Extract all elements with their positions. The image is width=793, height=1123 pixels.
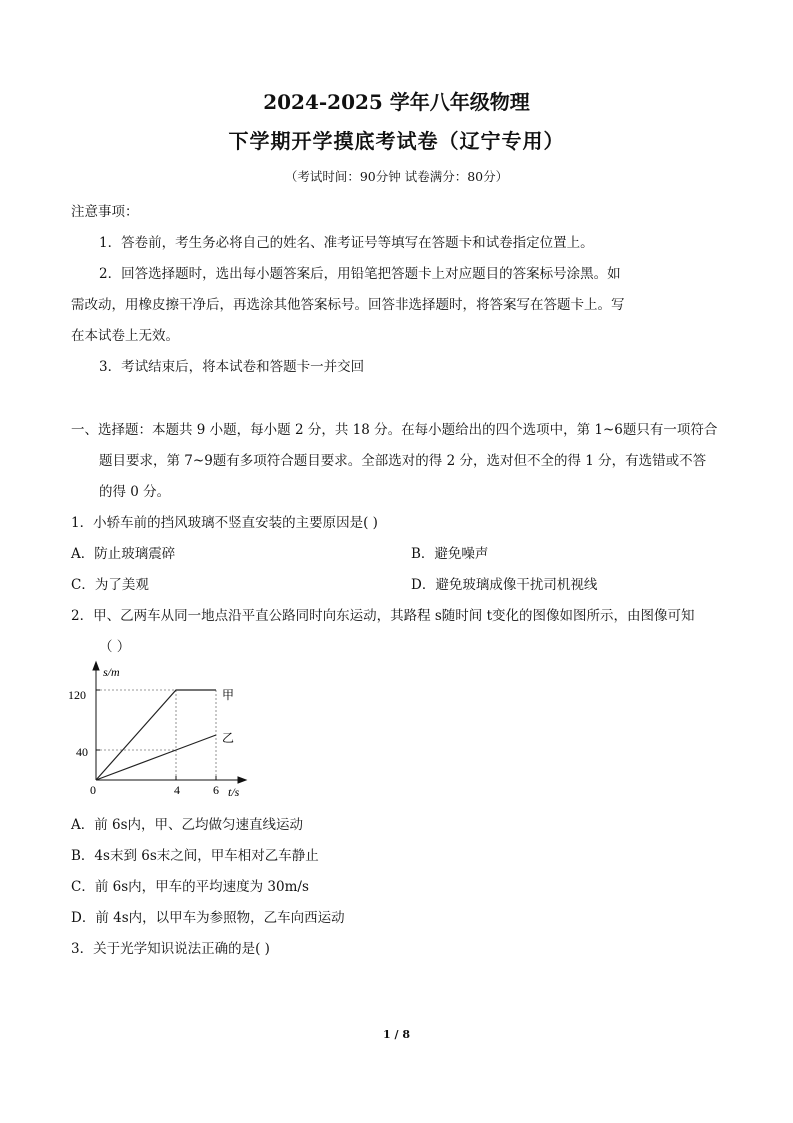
q1-option-d: D．避免玻璃成像干扰司机视线 bbox=[411, 577, 598, 593]
origin-label: 0 bbox=[90, 783, 96, 797]
series-label-yi: 乙 bbox=[222, 731, 235, 745]
exam-info: （考试时间：90分钟 试卷满分：80分） bbox=[284, 169, 509, 184]
q3-stem: 3．关于光学知识说法正确的是( ) bbox=[71, 941, 270, 957]
q2-option-d: D．前 4s内，以甲车为参照物，乙车向西运动 bbox=[71, 910, 345, 926]
section1-heading-line2: 题目要求，第 7~9题有多项符合题目要求。全部选对的得 2 分，选对但不全的得 1 分，有选错或不答 bbox=[99, 453, 707, 469]
q1-stem: 1．小轿车前的挡风玻璃不竖直安装的主要原因是( ) bbox=[71, 515, 378, 531]
series-line-jia bbox=[96, 690, 216, 780]
page-number: 1 / 8 bbox=[383, 1028, 410, 1041]
section1-heading-line3: 的得 0 分。 bbox=[99, 484, 171, 500]
x-axis-arrow-icon bbox=[238, 777, 246, 783]
q1-option-c: C．为了美观 bbox=[71, 577, 149, 593]
exam-title-line1: 2024-2025 学年八年级物理 bbox=[263, 90, 530, 114]
q2-option-c: C．前 6s内，甲车的平均速度为 30m/s bbox=[71, 879, 309, 895]
x-tick-label-4: 4 bbox=[174, 783, 180, 797]
q2-stem-line1: 2．甲、乙两车从同一地点沿平直公路同时向东运动，其路程 s随时间 t变化的图像如图所示，由图像可知 bbox=[71, 608, 695, 624]
notice-item-2-line1: 2．回答选择题时，选出每小题答案后，用铅笔把答题卡上对应题目的答案标号涂黑。如 bbox=[99, 266, 621, 282]
y-axis-arrow-icon bbox=[93, 662, 99, 670]
notice-item-2-line3: 在本试卷上无效。 bbox=[71, 328, 179, 344]
q2-option-a: A．前 6s内，甲、乙均做匀速直线运动 bbox=[71, 817, 304, 833]
q2-option-b: B．4s末到 6s末之间，甲车相对乙车静止 bbox=[71, 848, 319, 864]
q2-stem-line2: （ ） bbox=[99, 639, 131, 655]
x-tick-label-6: 6 bbox=[213, 783, 219, 797]
notice-item-3: 3．考试结束后，将本试卷和答题卡一并交回 bbox=[99, 359, 365, 375]
y-axis-label: s/m bbox=[103, 665, 120, 679]
x-axis-label: t/s bbox=[228, 785, 240, 799]
q1-option-b: B．避免噪声 bbox=[411, 546, 489, 562]
exam-title-line2: 下学期开学摸底考试卷（辽宁专用） bbox=[228, 129, 565, 153]
series-line-yi bbox=[96, 735, 216, 780]
series-label-jia: 甲 bbox=[222, 688, 235, 702]
q1-option-a: A．防止玻璃震碎 bbox=[71, 546, 176, 562]
section1-heading-line1: 一、选择题：本题共 9 小题，每小题 2 分，共 18 分。在每小题给出的四个选项中，第 1~6题只有一项符合 bbox=[71, 422, 718, 438]
y-tick-label-120: 120 bbox=[68, 688, 86, 702]
q2-st-graph bbox=[60, 658, 260, 800]
notice-item-2-line2: 需改动，用橡皮擦干净后，再选涂其他答案标号。回答非选择题时，将答案写在答题卡上。写 bbox=[71, 297, 625, 313]
y-tick-label-40: 40 bbox=[76, 745, 88, 759]
notice-heading: 注意事项： bbox=[71, 204, 139, 220]
notice-item-1: 1．答卷前，考生务必将自己的姓名、准考证号等填写在答题卡和试卷指定位置上。 bbox=[99, 235, 594, 251]
